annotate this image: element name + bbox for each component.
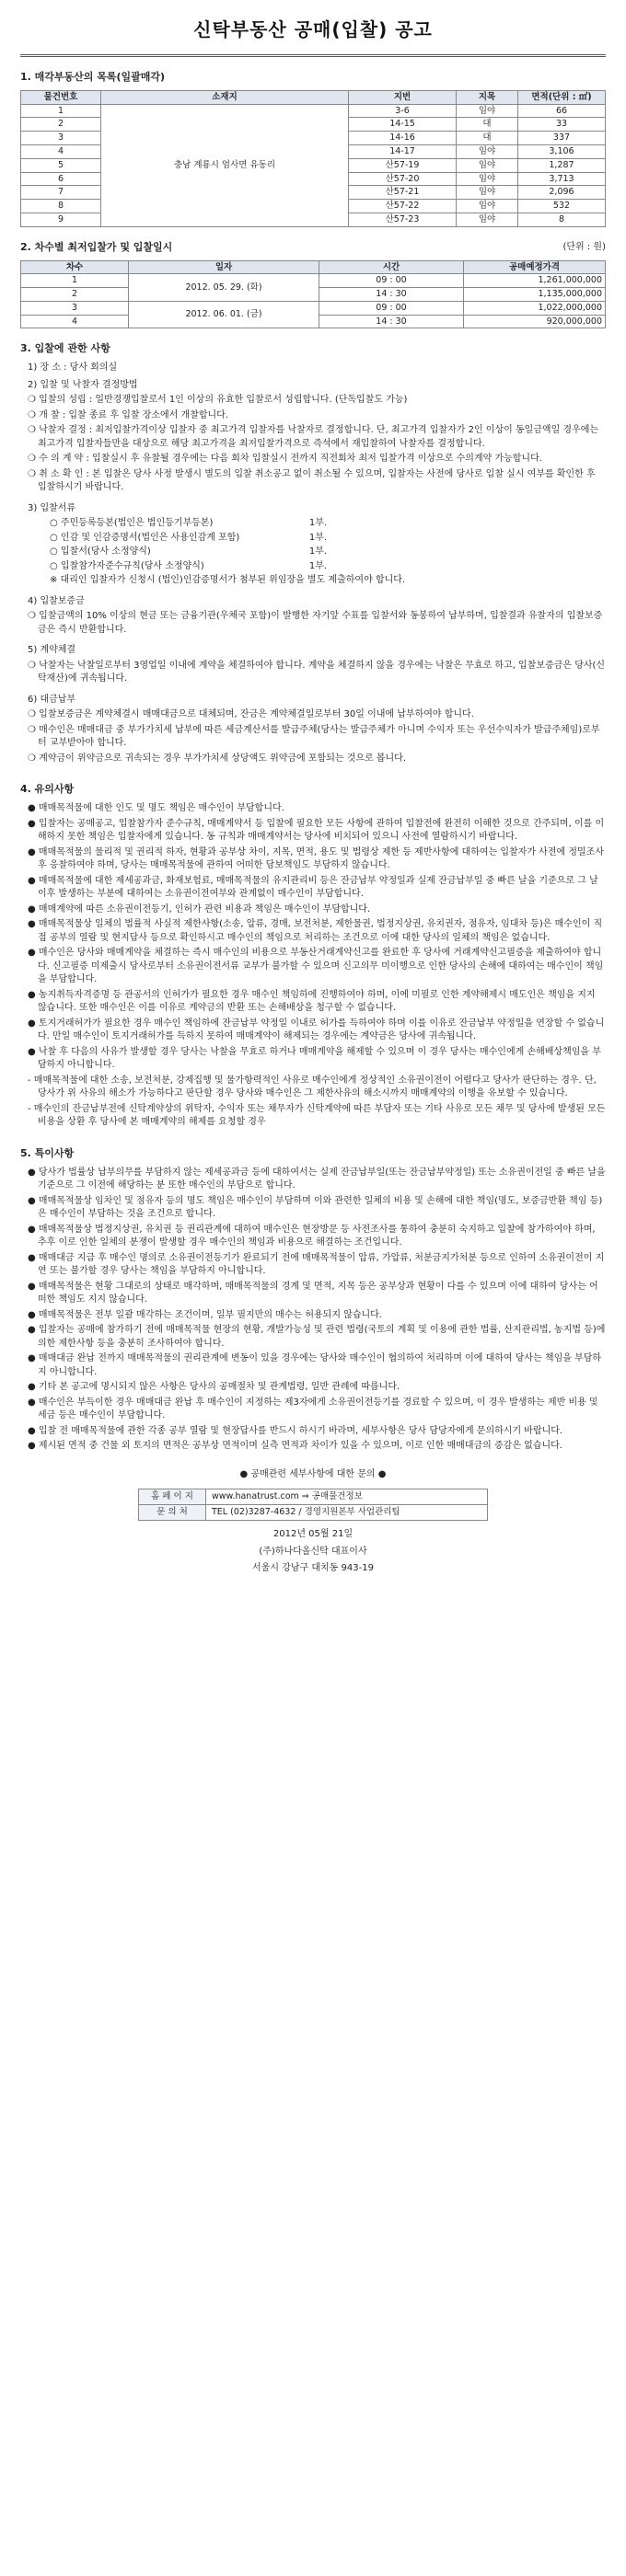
- contact-row: [139, 1505, 488, 1521]
- table-row: [21, 301, 606, 315]
- item-no: 2: [21, 118, 101, 132]
- item-no: 7: [21, 186, 101, 200]
- lot-number: 산57-21: [349, 186, 457, 200]
- area: 1,287: [518, 158, 606, 172]
- property-list-table: [20, 90, 606, 227]
- contact-row: [139, 1489, 488, 1505]
- area: 532: [518, 200, 606, 213]
- section-2-title: 2. 차수별 최저입찰가 및 입찰일시: [20, 240, 173, 253]
- contact-info: TEL (02)3287-4632 / 경영지원본부 사업관리팀: [206, 1505, 488, 1521]
- note-item: ● 제시된 면적 중 건물 외 토지의 면적은 공부상 면적이며 실측 면적과 차이가 있을 수 있으며, 이로 인한 매매대금의 증감은 없습니다.: [28, 1441, 562, 1452]
- col-lot: 지번: [349, 90, 457, 104]
- note-item: ● 매매대금 완납 전까지 매매목적물의 권리관계에 변동이 있을 경우에는 당사와 매수인이 협의하여 처리하며 이에 대하여 당사는 책임을 부담하지 아니합니다.: [28, 1353, 602, 1377]
- table-row: [21, 274, 606, 288]
- land-type: 대: [457, 118, 518, 132]
- note-item: ● 매수인은 부득이한 경우 매매대금 완납 후 매수인이 지정하는 제3자에게 소유권이전등기를 경료할 수 있으며, 이 경우 발생하는 제반 비용 및 세금 등은 매수인이 부담합니다.: [28, 1397, 598, 1421]
- section-1-title: 1. 매각부동산의 목록(일괄매각): [20, 71, 166, 83]
- method-item: ❍ 낙찰자 결정 : 최저입찰가격이상 입찰자 중 최고가격 입찰자를 낙찰자로 결정합니다. 단, 최고가격 입찰자가 2인 이상이 동일금액일 경우에는 최고가격 입찰자들만을 대상으로 해당 최고가격을 최저입찰가격으로 즉석에서 재입찰하여 낙찰자를 결정합니다.: [28, 425, 599, 449]
- lot-number: 3-6: [349, 104, 457, 118]
- item-no: 5: [21, 158, 101, 172]
- area: 3,106: [518, 145, 606, 159]
- note-item: ● 매매목적물은 현황 그대로의 상태로 매각하며, 매매목적물의 경계 및 면적, 지목 등은 공부상과 현황이 다를 수 있으며 이에 대하여 당사는 어떠한 책임도 지지 않습니다.: [28, 1281, 598, 1305]
- item-no: 3: [21, 132, 101, 145]
- note-item: ● 입찰자는 공매에 참가하기 전에 매매목적물 현장의 현황, 개발가능성 및 관련 법령(국토의 계획 및 이용에 관한 법률, 산지관리법, 농지법 등)에 의한 제한사항 등을 충분히 조사하여야 합니다.: [28, 1325, 606, 1349]
- lot-number: 산57-23: [349, 213, 457, 226]
- col-area: 면적(단위 : ㎡): [518, 90, 606, 104]
- place-line: 1) 장 소 : 당사 회의실: [28, 362, 118, 374]
- deposit-heading: 4) 입찰보증금: [28, 595, 85, 606]
- caution-item: ● 매수인은 당사와 매매계약을 체결하는 즉시 매수인의 비용으로 부동산거래계약신고를 완료한 후 당사에 거래계약신고필증을 제출하여야 합니다. 신고필증 미제출시 당사로부터 소유권이전서류 교부가 불가할 수 있으며 신고의무 미이행으로 인한 당사의 손해에 대하여는 매수인이 책임을 부담합니다.: [28, 948, 604, 985]
- homepage-link[interactable]: www.hanatrust.com ⇒ 공매물건정보: [206, 1489, 488, 1505]
- round: 2: [21, 288, 129, 302]
- schedule-table-header: [21, 260, 606, 274]
- lot-number: 산57-20: [349, 172, 457, 186]
- note-item: ● 매매목적물상 임차인 및 점유자 등의 명도 책임은 매수인이 부담하며 이와 관련한 일체의 비용 및 손해에 대한 책임(명도, 보증금반환 책임 등)은 매수인이 부담하는 것을 조건으로 합니다.: [28, 1195, 603, 1220]
- caution-item: ● 매매목적물에 대한 인도 및 명도 책임은 매수인이 부담합니다.: [28, 803, 284, 814]
- land-type: 임야: [457, 145, 518, 159]
- lot-number: 산57-22: [349, 200, 457, 213]
- inquiry-heading: ● 공매관련 세부사항에 대한 문의 ●: [239, 1468, 387, 1479]
- method-item: ❍ 입찰의 성립 : 일반경쟁입찰로서 1인 이상의 유효한 입찰로서 성립합니다. (단독입찰도 가능): [28, 395, 408, 406]
- deposit-item: ❍ 입찰금액의 10% 이상의 현금 또는 금융기관(우체국 포함)이 발행한 자기앞 수표를 입찰서와 동봉하여 납부하며, 입찰결과 유찰자의 입찰보증금은 즉시 반환합니다.: [28, 611, 603, 635]
- company-name: (주)하나다올신탁 대표이사: [259, 1546, 367, 1557]
- auction-time: 14 : 30: [319, 315, 464, 328]
- lot-number: 산57-19: [349, 158, 457, 172]
- item-no: 4: [21, 145, 101, 159]
- doc-item: ○ 입찰참가자준수규칙(당사 소정양식) 1부.: [50, 560, 328, 571]
- caution-item: ● 낙찰 후 다음의 사유가 발생할 경우 당사는 낙찰을 무효로 하거나 매매계약을 해제할 수 있으며 이 경우 당사는 매수인에게 손해배상책임을 부담하지 아니합니다.: [28, 1046, 601, 1071]
- min-price: 1,261,000,000: [464, 274, 606, 288]
- caution-item: ● 토지거래허가가 필요한 경우 매수인 책임하에 잔금납부 약정일 이내로 허가를 득하여야 하며 이를 이유로 잔금납부 약정일을 연장할 수 없습니다. 만일 매수인이 토지거래허가를 득하지 못하여 매매계약이 해제되는 경우에는 계약금은 당사에 귀속됩니다.: [28, 1018, 605, 1042]
- schedule-table: [20, 260, 606, 329]
- round: 3: [21, 301, 129, 315]
- lot-number: 14-15: [349, 118, 457, 132]
- min-price: 1,022,000,000: [464, 301, 606, 315]
- contact-table: [138, 1489, 488, 1521]
- company-address: 서울시 강남구 대치동 943-19: [252, 1563, 374, 1574]
- doc-item: ○ 주민등록등본(법인은 법인등기부등본) 1부.: [50, 518, 328, 529]
- col-location: 소재지: [101, 90, 349, 104]
- col-time: 시간: [319, 260, 464, 274]
- lot-number: 14-17: [349, 145, 457, 159]
- auction-date: 2012. 06. 01. (금): [129, 301, 319, 328]
- section-2-header: [20, 240, 606, 255]
- docs-heading: 3) 입찰서류: [28, 502, 76, 513]
- land-type: 임야: [457, 158, 518, 172]
- note-item: ● 매매대금 지급 후 매수인 명의로 소유권이전등기가 완료되기 전에 매매목적물이 압류, 가압류, 처분금지가처분 등으로 인하여 소유권이전이 지연 또는 불가할 경우 당사는 책임을 부담하지 아니합니다.: [28, 1252, 605, 1277]
- caution-item: ● 매매목적물의 물리적 및 권리적 하자, 현황과 공부상 차이, 지목, 면적, 용도 및 법령상 제한 등 제반사항에 대하여는 입찰자가 사전에 정밀조사 후 응찰하여야 하며, 당사는 매매목적물에 관하여 어떠한 담보책임도 부담하지 않습니다.: [28, 846, 604, 871]
- min-price: 1,135,000,000: [464, 288, 606, 302]
- area: 2,096: [518, 186, 606, 200]
- land-type: 임야: [457, 213, 518, 226]
- section-4-title: 4. 유의사항: [20, 783, 75, 796]
- item-no: 1: [21, 104, 101, 118]
- notice-date: 2012년 05월 21일: [272, 1529, 354, 1540]
- table-row: [21, 104, 606, 118]
- method-item: ❍ 개 찰 : 입찰 종료 후 입찰 장소에서 개찰합니다.: [28, 409, 229, 420]
- round: 4: [21, 315, 129, 328]
- page-title: 신탁부동산 공매(입찰) 공고: [193, 18, 433, 40]
- area: 337: [518, 132, 606, 145]
- land-type: 대: [457, 132, 518, 145]
- location-cell: 충남 계룡시 엄사면 유동리: [101, 104, 349, 226]
- col-round: 차수: [21, 260, 129, 274]
- note-item: ● 입찰 전 매매목적물에 관한 각종 공부 열람 및 현장답사를 반드시 하시기 바라며, 세부사항은 당사 담당자에게 문의하시기 바랍니다.: [28, 1425, 563, 1436]
- land-type: 임야: [457, 200, 518, 213]
- method-item: ❍ 취 소 확 인 : 본 입찰은 당사 사정 발생시 별도의 입찰 취소공고 없이 취소될 수 있으며, 입찰자는 사전에 당사로 입찰 실시 여부를 확인한 후 입찰하시기 바랍니다.: [28, 468, 596, 493]
- caution-item: ● 농지취득자격증명 등 관공서의 인허가가 필요한 경우 매수인 책임하에 진행하여야 하며, 이에 미필로 인한 계약해제시 매도인은 책임을 지지 않습니다. 또한 매수인은 이를 이유로 계약금의 반환 또는 손해배상을 청구할 수 없습니다.: [28, 989, 596, 1014]
- area: 66: [518, 104, 606, 118]
- area: 3,713: [518, 172, 606, 186]
- auction-date: 2012. 05. 29. (화): [129, 274, 319, 302]
- item-no: 9: [21, 213, 101, 226]
- min-price: 920,000,000: [464, 315, 606, 328]
- note-item: ● 매매목적물상 법정지상권, 유치권 등 권리관계에 대하여 매수인은 현장방문 등 사전조사를 통하여 충분히 숙지하고 입찰에 참가하여야 하며, 추후 이로 인한 일체의 분쟁이 발생할 경우 매수인의 책임과 비용으로 해결하는 조건입니다.: [28, 1224, 596, 1248]
- round: 1: [21, 274, 129, 288]
- homepage-label: 홈 페 이 지: [139, 1489, 206, 1505]
- caution-item: ● 매매목적물상 일체의 법률적 사실적 제한사항(소송, 압류, 경매, 보전처분, 제한물권, 법정지상권, 유치권자, 점유자, 임대차 등)은 매수인이 직접 공부의 열람 및 현지답사 등으로 확인하시고 매수인의 책임으로 처리하는 조건으로 이에 대한 당사의 일체의 책임은 없습니다.: [28, 919, 603, 943]
- contact-label: 문 의 처: [139, 1505, 206, 1521]
- caution-item: ● 매매목적물에 대한 제세공과금, 화재보험료, 매매목적물의 유지관리비 등은 잔금납부 약정일과 실제 잔금납부일 중 빠른 날을 기준으로 그 날 이후 발생하는 부분에 대하여는 소유권이전여부와 관계없이 매수인이 부담합니다.: [28, 875, 598, 900]
- doc-item: ○ 입찰서(당사 소정양식) 1부.: [50, 546, 328, 558]
- payment-item: ❍ 매수인은 매매대금 중 부가가치세 납부에 따른 세금계산서를 발급주체(당사는 발급주체가 아니며 수익자 또는 우선수익자가 발급주체임)로부터 교부받아야 합니다.: [28, 724, 600, 749]
- cautions-list: [28, 802, 606, 1130]
- unit-label: (단위 : 원): [562, 242, 606, 253]
- contract-heading: 5) 계약체결: [28, 645, 76, 656]
- col-item-no: 물건번호: [21, 90, 101, 104]
- note-item: ● 기타 본 공고에 명시되지 않은 사항은 당사의 공매절차 및 관계법령, 일반 관례에 따릅니다.: [28, 1382, 400, 1393]
- auction-time: 09 : 00: [319, 274, 464, 288]
- auction-time: 14 : 30: [319, 288, 464, 302]
- item-no: 8: [21, 200, 101, 213]
- area: 33: [518, 118, 606, 132]
- method-item: ❍ 수 의 계 약 : 입찰실시 후 유찰될 경우에는 다음 회차 입찰실시 전까지 직전회차 최저 입찰가격 이상으로 수의계약 가능합니다.: [28, 454, 542, 465]
- item-no: 6: [21, 172, 101, 186]
- section-5-title: 5. 특이사항: [20, 1146, 75, 1159]
- col-price: 공매예정가격: [464, 260, 606, 274]
- area: 8: [518, 213, 606, 226]
- payment-item: ❍ 입찰보증금은 계약체결시 매매대금으로 대체되며, 잔금은 계약체결일로부터 30일 이내에 납부하여야 합니다.: [28, 709, 474, 720]
- bidding-details: [28, 362, 606, 765]
- auction-time: 09 : 00: [319, 301, 464, 315]
- payment-item: ❍ 계약금이 위약금으로 귀속되는 경우 부가가치세 상당액도 위약금에 포함되는 것으로 봅니다.: [28, 753, 407, 764]
- section-3-title: 3. 입찰에 관한 사항: [20, 342, 110, 355]
- title-divider: [20, 54, 606, 57]
- land-type: 임야: [457, 172, 518, 186]
- caution-item: ● 입찰자는 공매공고, 입찰참가자 준수규칙, 매매계약서 등 입찰에 필요한 모든 사항에 관하여 입찰전에 완전히 이해한 것으로 간주되며, 이를 이해하지 못한 책임은 입찰자에게 있습니다. 동 규칙과 매매계약서는 당사에 비치되어 있으니 사전에 열람하시기 바랍니다.: [28, 818, 605, 843]
- special-notes-list: [28, 1167, 606, 1454]
- payment-heading: 6) 대금납부: [28, 694, 76, 705]
- note-item: ● 매매목적물은 전부 일괄 매각하는 조건이며, 일부 필지만의 매수는 허용되지 않습니다.: [28, 1309, 382, 1320]
- caution-item: ● 매매계약에 따른 소유권이전등기, 인허가 관련 비용과 책임은 매수인이 부담합니다.: [28, 903, 371, 914]
- note-item: ● 당사가 법률상 납부의무를 부담하지 않는 제세공과금 등에 대하여서는 실제 잔금납부일(또는 잔금납부약정일) 또는 소유권이전일 중 빠른 날을 기준으로 그 이전에 해당하는 분 또한 매수인의 부담으로 합니다.: [28, 1167, 606, 1191]
- caution-subitem: - 매매목적물에 대한 소송, 보전처분, 강제집행 및 물가항력적인 사유로 매수인에게 정상적인 소유권이전이 어렵다고 당사가 판단하는 경우. 단, 당사가 위 사유의 해소가 가능하다고 판단할 경우 당사와 매수인은 그 제한사유의 해소시까지 매매계약의 이행을 유보할 수 있습니다.: [28, 1075, 597, 1099]
- method-heading: 2) 입찰 및 낙찰자 결정방법: [28, 379, 138, 390]
- land-type: 임야: [457, 104, 518, 118]
- land-type: 임야: [457, 186, 518, 200]
- caution-subitem: - 매수인의 잔금납부전에 신탁계약상의 위탁자, 수익자 또는 채무자가 신탁계약에 따른 부담자 또는 기타 사유로 모든 채무 및 당사에 발생된 모든 비용을 상환 후 당사에 본 매매계약의 해제를 요청할 경우: [28, 1103, 606, 1128]
- lot-number: 14-16: [349, 132, 457, 145]
- doc-item: ○ 인감 및 인감증명서(법인은 사용인감계 포함) 1부.: [50, 532, 328, 543]
- property-table-header: [21, 90, 606, 104]
- contract-item: ❍ 낙찰자는 낙찰일로부터 3영업일 이내에 계약을 체결하여야 합니다. 계약을 체결하지 않을 경우에는 낙찰은 무효로 하고, 입찰보증금은 당사(신탁재산)에 귀속됩니다.: [28, 660, 606, 684]
- doc-note: ※ 대리인 입찰자가 신청시 (법인)인감증명서가 첨부된 위임장을 별도 제출하여야 합니다.: [50, 575, 406, 586]
- col-land-type: 지목: [457, 90, 518, 104]
- col-date: 일자: [129, 260, 319, 274]
